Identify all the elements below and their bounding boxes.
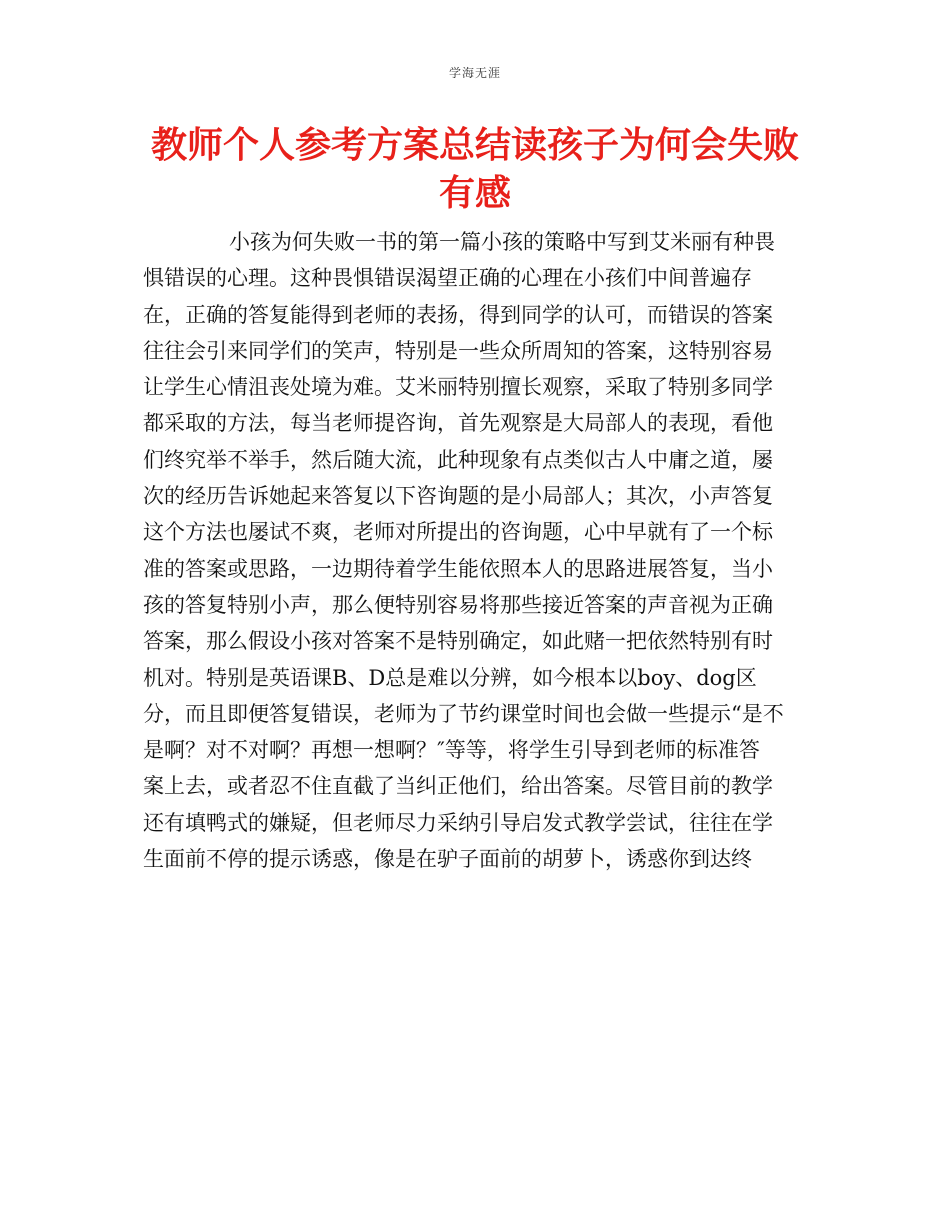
body-line: 往往会引来同学们的笑声，特别是一些众所周知的答案，这特别容易: [143, 338, 773, 363]
body-line: 小孩为何失败一书的第一篇小孩的策略中写到艾米丽有种畏: [229, 230, 775, 254]
body-line: 在，正确的答复能得到老师的表扬，得到同学的认可，而错误的答案: [143, 302, 773, 327]
body-line: 是啊？对不对啊？再想一想啊？″等等，将学生引导到老师的标准答: [143, 738, 760, 763]
body-line: 让学生心情沮丧处境为难。艾米丽特别擅长观察，采取了特别多同学: [143, 375, 773, 400]
body-line: 机对。特别是英语课B、D总是难以分辨，如今根本以boy、dog区: [143, 665, 757, 690]
body-line: 准的答案或思路，一边期待着学生能依照本人的思路进展答复，当小: [143, 556, 773, 581]
title-line-1: 教师个人参考方案总结读孩子为何会失败: [150, 125, 799, 166]
body-line: 次的经历告诉她起来答复以下咨询题的是小局部人；其次，小声答复: [143, 484, 773, 509]
document-body: [143, 224, 813, 877]
body-line: 们终究举不举手，然后随大流，此种现象有点类似古人中庸之道，屡: [143, 447, 773, 472]
body-line: 分，而且即便答复错误，老师为了节约课堂时间也会做一些提示“是不: [143, 701, 784, 726]
body-line: 生面前不停的提示诱惑，像是在驴子面前的胡萝卜，诱惑你到达终: [143, 847, 752, 872]
page-header: 学海无涯: [448, 66, 501, 80]
body-line: 孩的答复特别小声，那么便特别容易将那些接近答案的声音视为正确: [143, 592, 773, 617]
body-line: 还有填鸭式的嫌疑，但老师尽力采纳引导启发式教学尝试，往往在学: [143, 810, 773, 835]
body-line: 案上去，或者忍不住直截了当纠正他们，给出答案。尽管目前的教学: [143, 774, 773, 799]
title-line-2: 有感: [438, 173, 511, 214]
document-title: [140, 122, 810, 218]
body-line: 这个方法也屡试不爽，老师对所提出的咨询题，心中早就有了一个标: [143, 520, 773, 545]
body-line: 惧错误的心理。这种畏惧错误渴望正确的心理在小孩们中间普遍存: [143, 266, 752, 291]
body-line: 都采取的方法，每当老师提咨询，首先观察是大局部人的表现，看他: [143, 411, 773, 436]
body-line: 答案，那么假设小孩对答案不是特别确定，如此赌一把依然特别有时: [143, 629, 773, 654]
